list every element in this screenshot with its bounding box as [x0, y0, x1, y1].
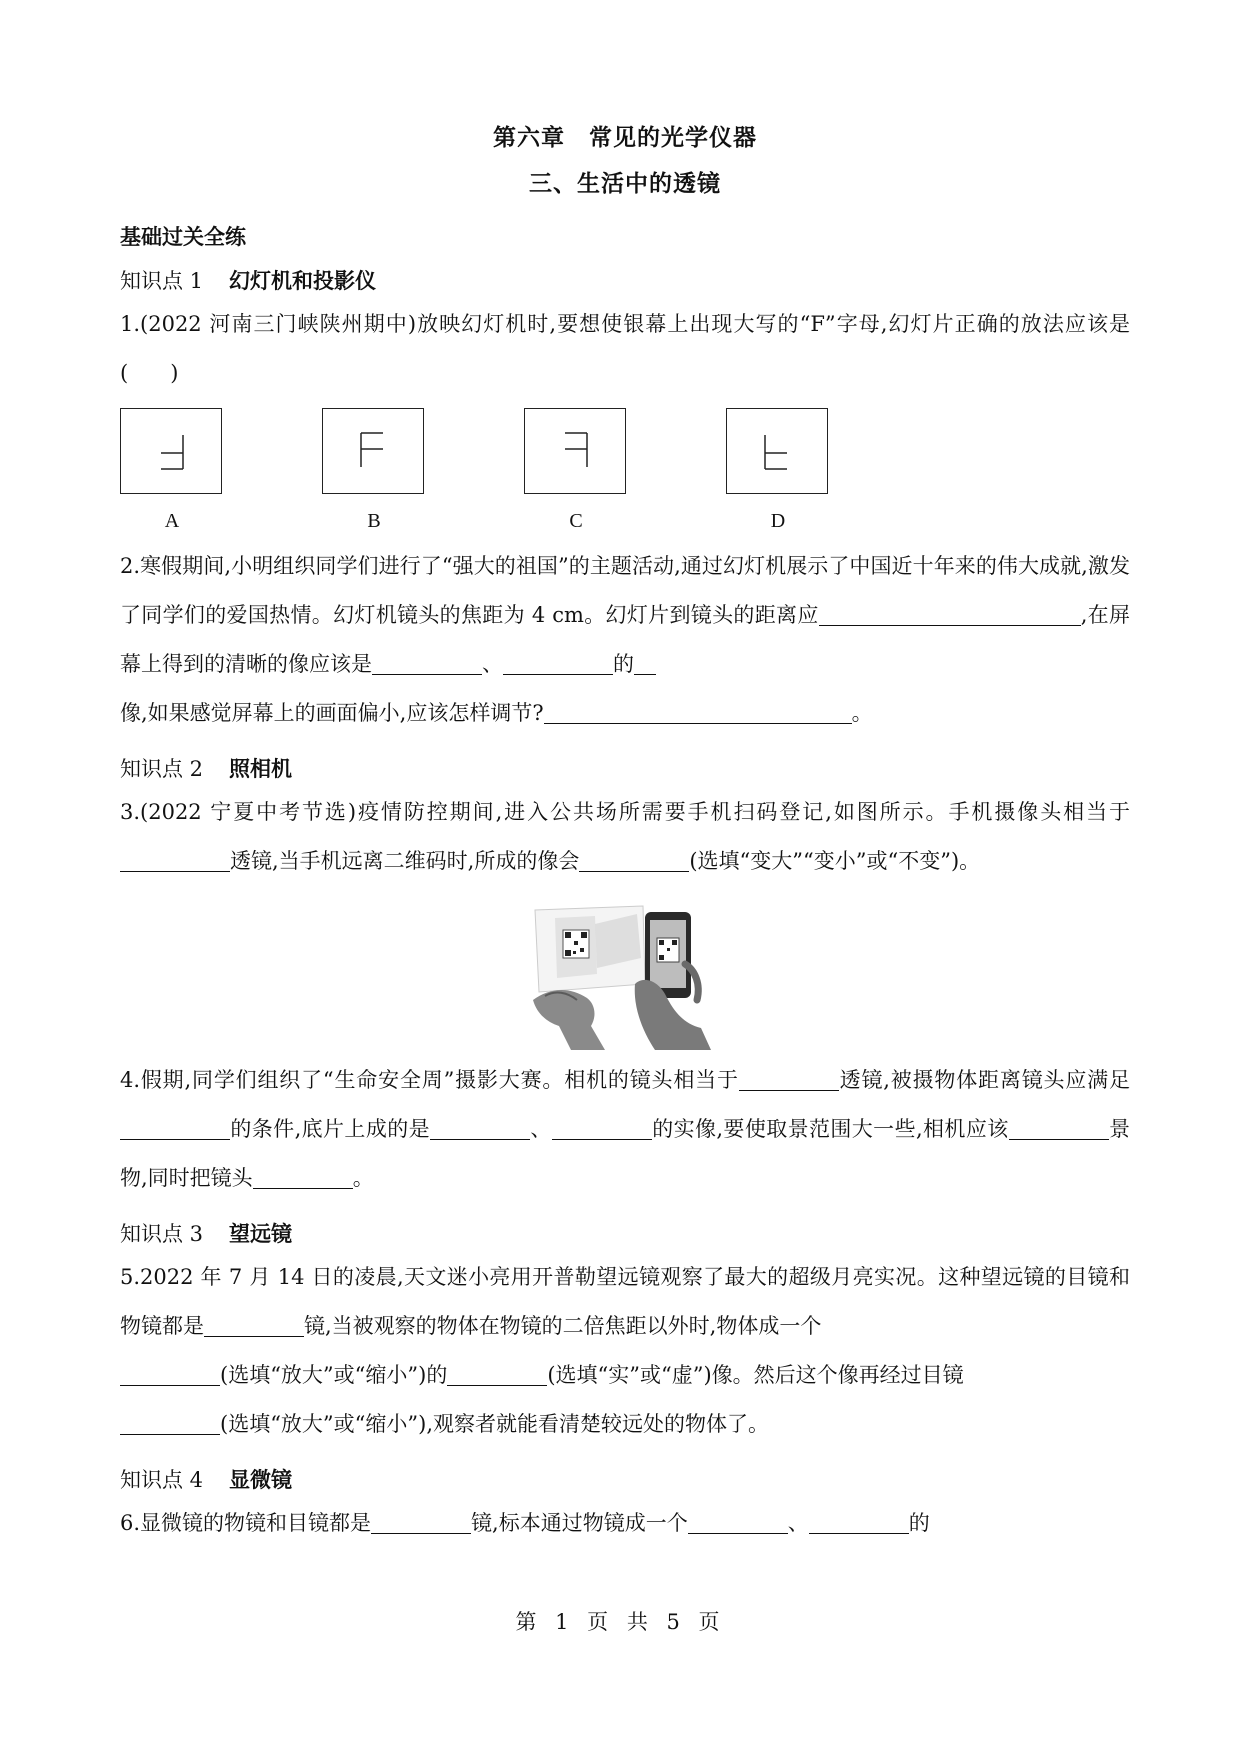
option-b[interactable] [322, 408, 426, 533]
question-text: 的条件,底片上成的是 [230, 1117, 430, 1141]
option-d[interactable] [726, 408, 830, 533]
question-6 [120, 1499, 1130, 1548]
answer-blank[interactable] [544, 699, 852, 724]
mirrored-f-icon [121, 409, 221, 493]
question-text: 镜,当被观察的物体在物镜的二倍焦距以外时,物体成一个 [304, 1314, 822, 1338]
knowledge-point-number: 知识点 4 [120, 1468, 204, 1492]
phone-scanning-qr-image [525, 904, 725, 1050]
knowledge-point-name: 幻灯机和投影仪 [229, 268, 377, 293]
answer-blank[interactable] [120, 1410, 220, 1435]
answer-blank[interactable] [634, 650, 656, 675]
section-heading: 基础过关全练 [120, 224, 246, 249]
answer-blank[interactable] [447, 1361, 547, 1386]
upright-f-icon [323, 409, 423, 493]
question-text: (选填“实”或“虚”)像。然后这个像再经过目镜 [547, 1363, 964, 1387]
answer-blank[interactable] [120, 1361, 220, 1386]
answer-blank[interactable] [739, 1066, 839, 1091]
question-text: 。 [352, 1166, 374, 1190]
question-text: 透镜,被摄物体距离镜头应满足 [838, 1068, 1130, 1092]
question-text: 6.显微镜的物镜和目镜都是 [120, 1511, 372, 1535]
option-letter: D [770, 510, 786, 532]
answer-blank[interactable] [371, 1509, 471, 1534]
question-text: (选填“放大”或“缩小”),观察者就能看清楚较远处的物体了。 [220, 1412, 770, 1436]
question-text: 、 [482, 652, 503, 676]
question-text: 2.寒假期间,小明组织同学们进行了“强大的祖国”的主题活动,通过幻灯机展示了中国近十年来的伟大成就,激发了同学们的爱国热情。幻灯机镜头的焦距为 4 cm。幻灯片到镜头的距离应 [120, 554, 1130, 627]
question-text: (选填“变大”“变小”或“不变”)。 [689, 849, 981, 873]
knowledge-point-number: 知识点 2 [120, 757, 204, 781]
knowledge-point-number: 知识点 3 [120, 1222, 204, 1246]
answer-blank[interactable] [579, 847, 689, 872]
answer-blank[interactable] [372, 650, 482, 675]
question-1-options [120, 408, 1130, 536]
knowledge-point-4 [120, 1467, 1130, 1493]
knowledge-point-number: 知识点 1 [120, 269, 204, 293]
question-text: 的实像,要使取景范围大一些,相机应该 [651, 1117, 1009, 1141]
option-b-figure [322, 408, 424, 494]
page-footer: 第 1 页 共 5 页 [515, 1610, 726, 1634]
question-text: 4.假期,同学们组织了“生命安全周”摄影大赛。相机的镜头相当于 [120, 1068, 739, 1092]
answer-blank[interactable] [809, 1509, 909, 1534]
question-text: 的 [613, 652, 634, 676]
inverted-f-icon [727, 409, 827, 493]
answer-blank[interactable] [552, 1115, 652, 1140]
question-text: 3.(2022 宁夏中考节选)疫情防控期间,进入公共场所需要手机扫码登记,如图所示。手机摄像头相当于 [120, 800, 1130, 824]
answer-blank[interactable] [204, 1312, 304, 1337]
question-text: 像,如果感觉屏幕上的画面偏小,应该怎样调节? [120, 701, 544, 725]
answer-blank[interactable] [120, 1115, 230, 1140]
option-c[interactable] [524, 408, 628, 533]
knowledge-point-name: 显微镜 [229, 1467, 293, 1492]
question-text: 透镜,当手机远离二维码时,所成的像会 [230, 849, 580, 873]
question-text: 。 [851, 701, 873, 725]
worksheet-page [120, 118, 1130, 1548]
qr-scan-photo [525, 904, 725, 1050]
knowledge-point-3 [120, 1221, 1130, 1247]
horizontally-flipped-f-icon [525, 409, 625, 493]
option-c-figure [524, 408, 626, 494]
chapter-title: 第六章 常见的光学仪器 [493, 124, 757, 151]
option-letter: A [164, 510, 180, 532]
answer-blank[interactable] [1009, 1115, 1109, 1140]
answer-blank[interactable] [503, 650, 613, 675]
question-text: ,在屏幕上得到的清晰的像应该是 [120, 603, 1130, 676]
question-text: (选填“放大”或“缩小”)的 [220, 1363, 448, 1387]
question-text: 、 [787, 1511, 809, 1535]
question-text: 的 [908, 1511, 930, 1535]
knowledge-point-name: 望远镜 [229, 1221, 293, 1246]
knowledge-point-name: 照相机 [229, 756, 293, 781]
lesson-title: 三、生活中的透镜 [529, 170, 721, 197]
option-letter: B [367, 510, 381, 532]
question-4 [120, 1056, 1130, 1203]
answer-blank[interactable] [430, 1115, 530, 1140]
question-text: 景物,同时把镜头 [120, 1117, 1131, 1190]
answer-blank[interactable] [819, 601, 1081, 626]
question-2 [120, 542, 1130, 738]
question-text: 5.2022 年 7 月 14 日的凌晨,天文迷小亮用开普勒望远镜观察了最大的超级月亮实况。这种望远镜的目镜和物镜都是 [120, 1265, 1130, 1338]
answer-blank[interactable] [253, 1164, 353, 1189]
option-d-figure [726, 408, 828, 494]
knowledge-point-1 [120, 268, 1130, 294]
question-1: 1.(2022 河南三门峡陕州期中)放映幻灯机时,要想使银幕上出现大写的“F”字母,幻灯片正确的放法应该是( ) [120, 312, 1130, 385]
question-5 [120, 1253, 1130, 1449]
question-text: 、 [530, 1117, 552, 1141]
option-letter: C [569, 510, 583, 532]
knowledge-point-2 [120, 756, 1130, 782]
question-3 [120, 788, 1130, 886]
question-text: 镜,标本通过物镜成一个 [471, 1511, 688, 1535]
answer-blank[interactable] [688, 1509, 788, 1534]
option-a-figure [120, 408, 222, 494]
option-a[interactable] [120, 408, 224, 533]
answer-blank[interactable] [120, 847, 230, 872]
